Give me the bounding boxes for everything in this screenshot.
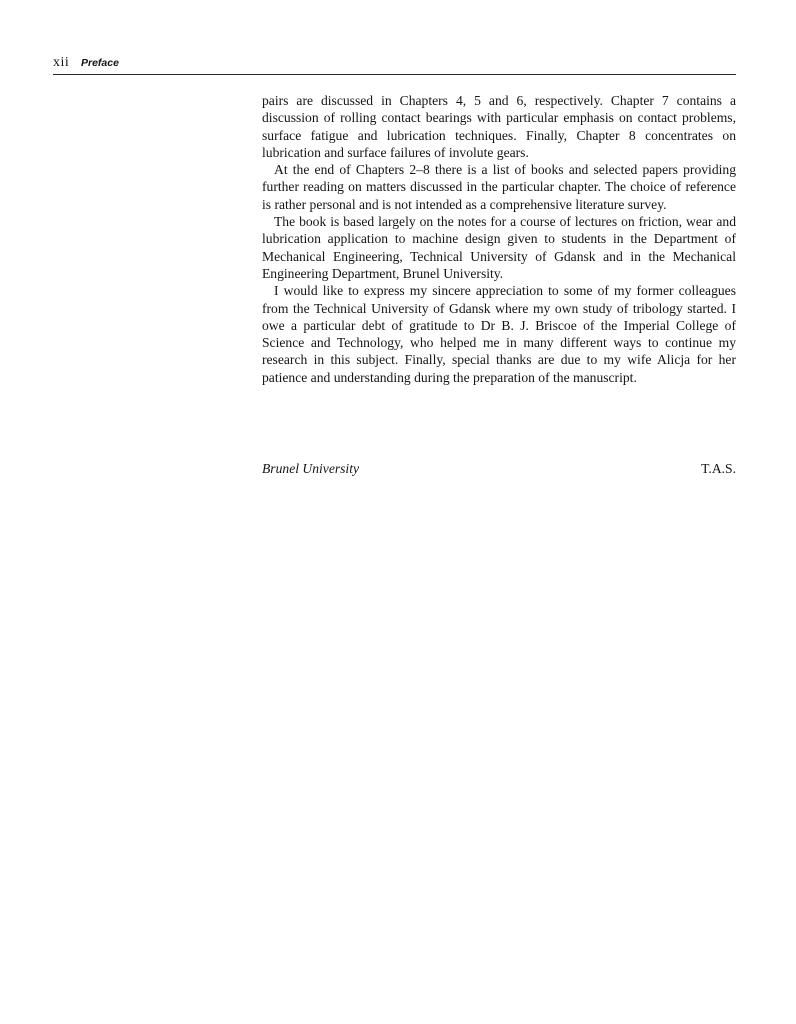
paragraph-lecture-notes: The book is based largely on the notes for a course of lectures on friction, wear and lubrication application to machine design given to students in the Department of Mechanical Engineering, Technical University of Gdansk and in the Mechanical Engineering Department, Brunel University. xyxy=(262,214,736,281)
signoff xyxy=(262,460,736,478)
paragraph-acknowledgements: I would like to express my sincere appreciation to some of my former colleagues from the Technical University of Gdansk where my own study of tribology started. I owe a particular debt of gratitude to Dr B. J. Briscoe of the Imperial College of Science and Technology, who helped me in many different ways to continue my research in this subject. Finally, special thanks are due to my wife Alicja for her patience and understanding during the preparation of the manuscript. xyxy=(262,283,736,385)
paragraph-continuation: pairs are discussed in Chapters 4, 5 and 6, respectively. Chapter 7 contains a discussion of rolling contact bearings with particular emphasis on contact problems, surface fatigue and lubrication techniques. Finally, Chapter 8 concentrates on lubrication and surface failures of involute gears. xyxy=(262,93,736,160)
signoff-initials: T.A.S. xyxy=(701,461,736,476)
preface-body xyxy=(262,92,736,386)
running-header xyxy=(53,55,736,73)
paragraph-further-reading: At the end of Chapters 2–8 there is a list of books and selected papers providing further reading on matters discussed in the particular chapter. The choice of reference is rather personal and is not intended as a comprehensive literature survey. xyxy=(262,162,736,212)
header-rule xyxy=(53,74,736,75)
page-number: xii xyxy=(53,55,70,70)
signoff-place: Brunel University xyxy=(262,461,360,476)
running-title: Preface xyxy=(81,57,119,69)
